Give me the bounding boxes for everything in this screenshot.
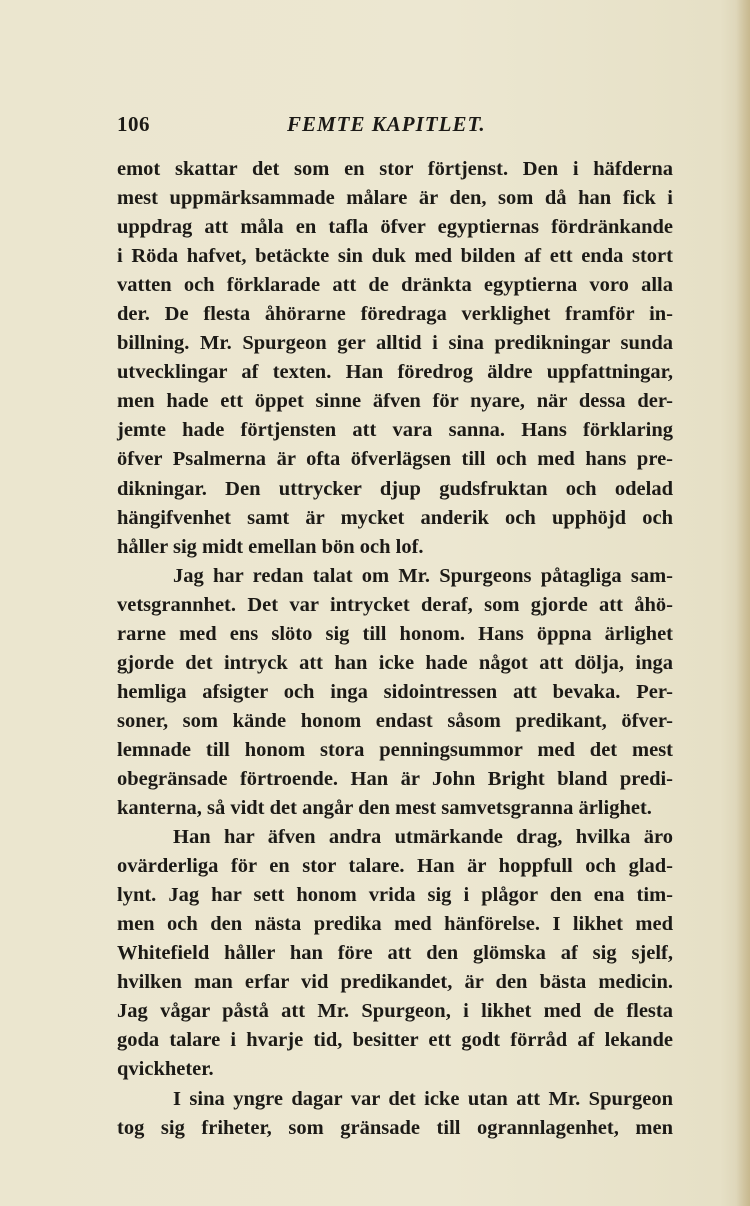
paragraph-first-line: Jag har redan talat om Mr. Spurgeons påtagliga sam- [173,564,673,587]
text-line: emot skattar det som en stor förtjenst. Den i häfderna [117,158,673,180]
text-line: dikningar. Den uttrycker djup gudsfruktan och odelad [117,477,673,500]
text-line: obegränsade förtroende. Han är John Bright bland predi- [117,767,673,790]
text-line: hemliga afsigter och inga sidointressen att bevaka. Per- [117,680,673,703]
text-line: der. De flesta åhörarne föredraga verklighet framför in- [117,303,673,326]
text-line: öfver Psalmerna är ofta öfverlägsen till och med hans pre- [117,448,673,471]
text-line: tog sig friheter, som gränsade till ogrannlagenhet, men [117,1116,673,1139]
text-line: billning. Mr. Spurgeon ger alltid i sina predikningar sunda [117,332,673,355]
text-line: lynt. Jag har sett honom vrida sig i plågor den ena tim- [117,884,673,907]
page-edge-shadow [736,0,750,1206]
text-line: men hade ett öppet sinne äfven för nyare, när dessa der- [117,390,673,413]
paragraph-last-line: qvickheter. [117,1058,214,1081]
text-line: vatten och förklarade att de dränkta egyptierna voro alla [117,274,673,297]
text-line: rarne med ens slöto sig till honom. Hans öppna ärlighet [117,622,673,645]
text-line: soner, som kände honom endast såsom predikant, öfver- [117,709,673,732]
text-line: vetsgrannhet. Det var intrycket deraf, som gjorde att åhö- [117,593,673,616]
paragraph-first-line: I sina yngre dagar var det icke utan att Mr. Spurgeon [173,1087,673,1110]
text-line: men och den nästa predika med hänförelse. I likhet med [117,913,673,936]
text-line: uppdrag att måla en tafla öfver egyptiernas fördränkande [117,216,673,239]
chapter-title: FEMTE KAPITLET. [287,112,486,136]
text-line: goda talare i hvarje tid, besitter ett godt förråd af lekande [117,1029,673,1052]
text-line: Whitefield håller han före att den glömska af sig sjelf, [117,942,673,965]
text-line: i Röda hafvet, betäckte sin duk med bilden af ett enda stort [117,245,673,268]
running-head [117,112,677,142]
paragraph-last-line: kanterna, så vidt det angår den mest samvetsgranna ärlighet. [117,797,652,820]
text-line: jemte hade förtjensten att vara sanna. Hans förklaring [117,419,673,442]
text-line: mest uppmärksammade målare är den, som då han fick i [117,187,673,210]
paragraph-last-line: håller sig midt emellan bön och lof. [117,535,424,558]
page-number: 106 [117,112,150,136]
text-line: hvilken man erfar vid predikandet, är den bästa medicin. [117,971,673,994]
text-line: ovärderliga för en stor talare. Han är hoppfull och glad- [117,855,673,878]
text-line: Jag vågar påstå att Mr. Spurgeon, i likhet med de flesta [117,1000,673,1023]
text-line: gjorde det intryck att han icke hade något att dölja, inga [117,651,673,674]
text-line: hängifvenhet samt är mycket anderik och upphöjd och [117,506,673,529]
body-text [117,155,673,1143]
text-line: lemnade till honom stora penningsummor med det mest [117,738,673,761]
text-line: utvecklingar af texten. Han föredrog äldre uppfattningar, [117,361,673,384]
paragraph-first-line: Han har äfven andra utmärkande drag, hvilka äro [173,826,673,849]
